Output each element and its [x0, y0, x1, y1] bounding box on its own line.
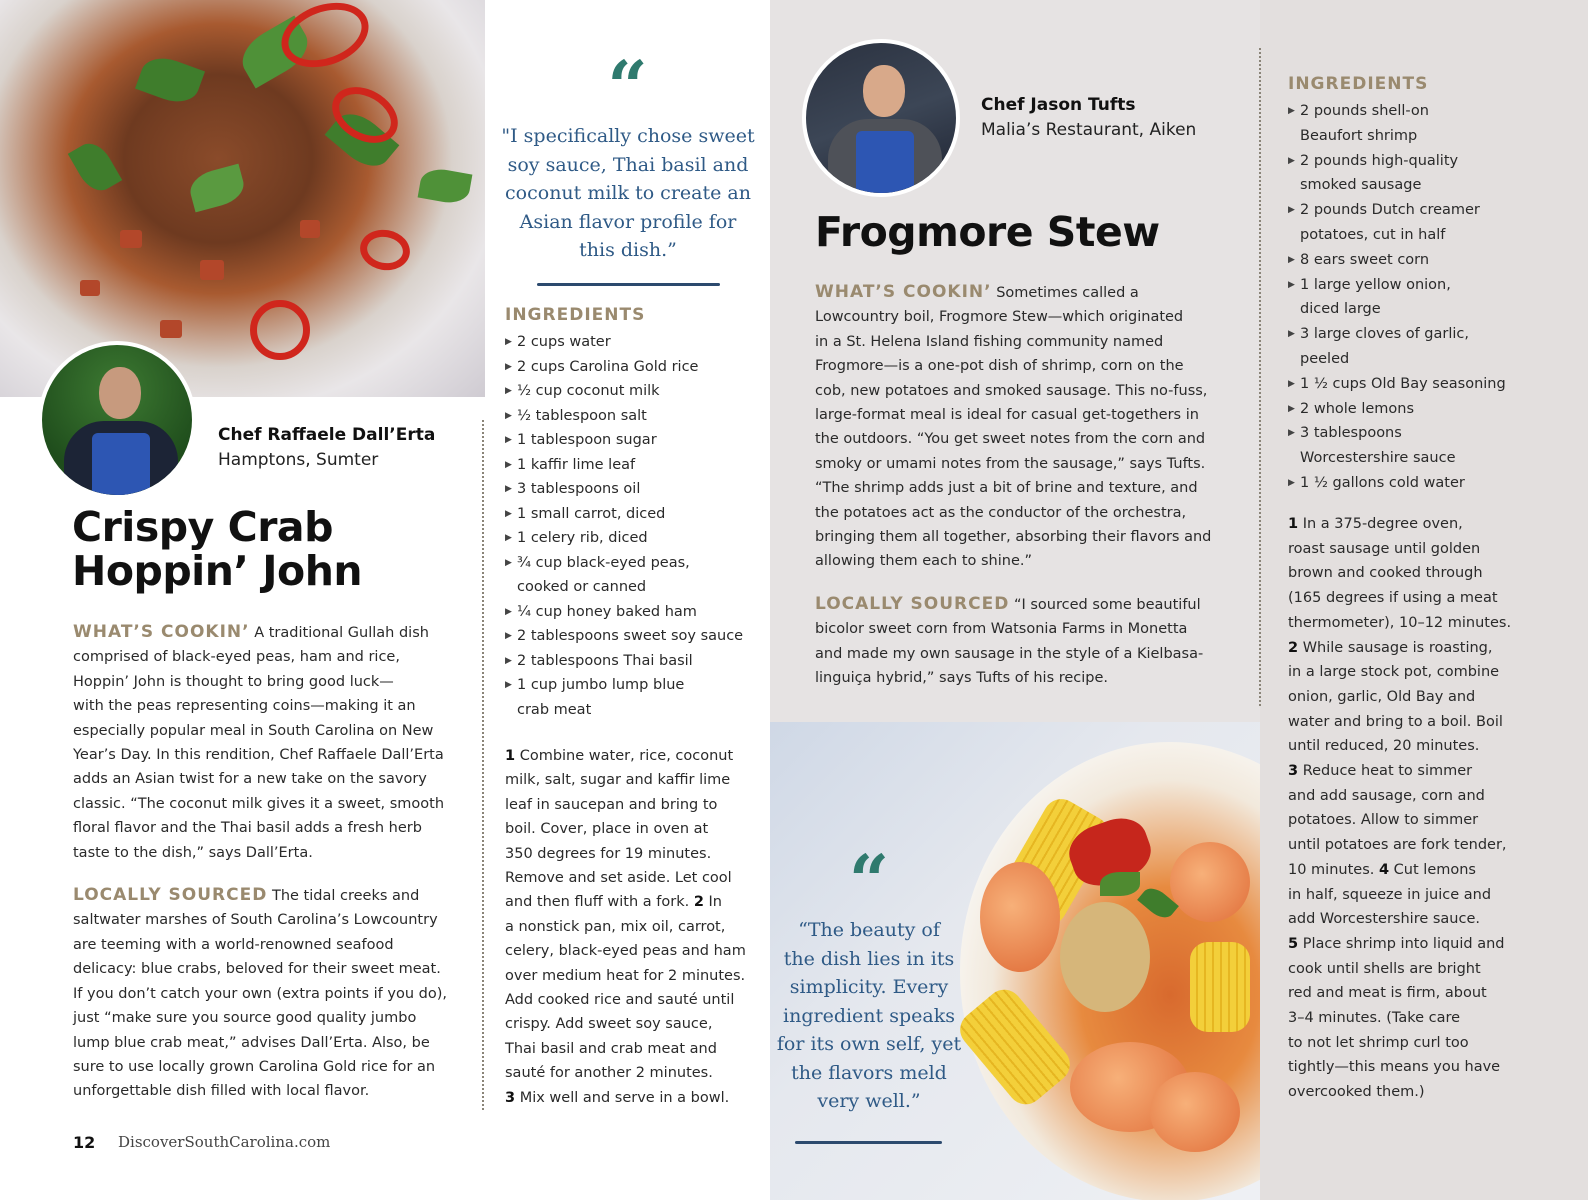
ingredient-item	[505, 526, 760, 551]
ingredient-item	[505, 600, 760, 625]
ingredient-item	[505, 477, 760, 502]
quote-mark: “	[848, 839, 890, 922]
step-text: tightly—this means you have	[1288, 1059, 1501, 1076]
text-line	[73, 883, 465, 908]
direction-line	[1288, 636, 1578, 661]
direction-line	[505, 1012, 765, 1036]
ingredient-item	[1288, 397, 1578, 422]
text-span: bicolor sweet corn from Watsonia Farms in Monetta	[815, 621, 1188, 638]
ingredient-text: ▶ 3 tablespoons	[1300, 425, 1402, 442]
text-span: taste to the dish,” says Dall’Erta.	[73, 844, 313, 861]
text-span: and made my own sausage in the style of a Kielbasa-	[815, 645, 1204, 662]
ingredient-text: ▶ 1 ½ gallons cold water	[1300, 474, 1465, 491]
text-line	[73, 792, 465, 816]
direction-line	[1288, 734, 1578, 759]
stew-bowl	[960, 742, 1260, 1200]
text-line	[815, 452, 1235, 476]
quote-line: Asian flavor profile for	[519, 210, 737, 233]
text-span: classic. “The coconut milk gives it a sweet, smooth	[73, 795, 445, 812]
text-span: Hoppin’ John is thought to bring good luck—	[73, 673, 394, 690]
step-text: Place shrimp into liquid and	[1298, 935, 1505, 952]
quote-line: ingredient speaks	[783, 1004, 955, 1027]
ingredient-item	[1288, 471, 1578, 496]
ingredient-item	[505, 673, 760, 722]
chef-name: Chef Raffaele Dall’Erta	[218, 425, 436, 445]
ingredient-text: ▶ 1 cup jumbo lump blue	[517, 677, 685, 693]
direction-line	[1288, 981, 1578, 1006]
ingredient-text: ▶ 1 celery rib, diced	[517, 530, 648, 546]
step-text: in a large stock pot, combine	[1288, 664, 1500, 681]
ingredient-text: ▶ 1 kaffir lime leaf	[517, 456, 636, 473]
footer-site: DiscoverSouthCarolina.com	[118, 1133, 331, 1151]
text-line	[815, 379, 1235, 403]
direction-line	[505, 915, 765, 939]
step-text: celery, black-eyed peas and ham	[505, 943, 746, 960]
step-text: until potatoes are fork tender,	[1288, 837, 1507, 854]
ingredient-item	[1288, 273, 1578, 323]
step-text: over medium heat for 2 minutes.	[505, 967, 746, 984]
text-span: unforgettable dish filled with local flavor.	[73, 1083, 370, 1100]
text-span: The tidal creeks and	[267, 888, 420, 905]
direction-line	[505, 1061, 765, 1085]
step-text: milk, salt, sugar and kaffir lime	[505, 772, 731, 789]
step-text: Reduce heat to simmer	[1298, 763, 1473, 780]
quote-line: very well.”	[817, 1090, 921, 1112]
ingredient-item	[505, 453, 760, 478]
section-label: LOCALLY SOURCED	[73, 885, 268, 906]
text-span: the outdoors. “You get sweet notes from the corn and	[815, 431, 1206, 448]
text-span: Frogmore—is a one-pot dish of shrimp, corn on the	[815, 358, 1184, 375]
ingredient-text: ▶ 2 pounds high-quality	[1300, 152, 1459, 169]
step-text: Combine water, rice, coconut	[515, 748, 734, 764]
recipe-title: Crispy Crab Hoppin’ John	[72, 503, 363, 595]
ingredient-text: ▶ 1 tablespoon sugar	[517, 432, 657, 448]
step-number: 2	[693, 894, 704, 911]
step-text: until reduced, 20 minutes.	[1288, 738, 1480, 755]
pull-quote	[776, 916, 962, 1116]
text-line	[73, 908, 465, 932]
step-text: Add cooked rice and sauté until	[505, 992, 735, 1009]
direction-line	[505, 988, 765, 1012]
step-text: crispy. Add sweet soy sauce,	[505, 1016, 713, 1033]
direction-line	[1288, 907, 1578, 932]
ingredients-list	[1288, 99, 1578, 496]
ingredient-text: cooked or canned	[517, 579, 647, 595]
text-line	[815, 305, 1235, 329]
text-line	[73, 767, 465, 791]
quote-line: soy sauce, Thai basil and	[507, 153, 749, 176]
step-number: 3	[1288, 763, 1299, 780]
ingredient-item	[1288, 149, 1578, 199]
section-label: LOCALLY SOURCED	[815, 593, 1010, 614]
text-span: Lowcountry boil, Frogmore Stew—which originated	[815, 309, 1184, 326]
step-text: In	[703, 894, 722, 911]
ingredient-item	[505, 355, 760, 380]
direction-line	[1288, 537, 1578, 562]
ingredient-text: crab meat	[517, 701, 592, 718]
ingredient-text: ▶ ¼ cup honey baked ham	[517, 603, 697, 620]
text-line	[73, 719, 465, 743]
chef-raffaele-photo	[38, 341, 196, 499]
pull-quote	[498, 122, 758, 265]
direction-line	[1288, 858, 1578, 883]
direction-line	[505, 842, 765, 866]
text-line	[815, 280, 1235, 305]
ingredient-item	[505, 404, 760, 429]
text-line	[815, 617, 1235, 641]
text-line	[73, 620, 465, 645]
text-line	[73, 982, 465, 1006]
ingredient-item	[505, 502, 760, 527]
ingredients-list	[505, 330, 760, 722]
text-span: large-format meal is ideal for casual get-togethers in	[815, 407, 1199, 424]
direction-line	[505, 890, 765, 914]
ingredient-text: Worcestershire sauce	[1300, 450, 1456, 467]
quote-underline	[795, 1141, 942, 1144]
ingredient-text: ▶ 2 whole lemons	[1300, 400, 1415, 417]
direction-line	[1288, 685, 1578, 710]
step-text: brown and cooked through	[1288, 565, 1483, 582]
ingredient-item	[1288, 198, 1578, 248]
ingredient-text: ▶ 8 ears sweet corn	[1300, 251, 1430, 268]
step-text: cook until shells are bright	[1288, 960, 1481, 977]
text-span: the potatoes act as the conductor of the orchestra,	[815, 504, 1187, 521]
step-text: water and bring to a boil. Boil	[1288, 713, 1503, 730]
step-text: and then fluff with a fork.	[505, 894, 694, 911]
text-line	[815, 427, 1235, 451]
quote-line: this dish.”	[579, 239, 677, 261]
ingredient-text: ▶ 3 tablespoons oil	[517, 481, 641, 497]
step-text: overcooked them.)	[1288, 1084, 1425, 1101]
text-span: with the peas representing coins—making it an	[73, 698, 416, 715]
step-text: a nonstick pan, mix oil, carrot,	[505, 918, 726, 935]
ingredient-text: potatoes, cut in half	[1300, 226, 1446, 243]
text-line	[815, 330, 1235, 354]
text-line	[815, 666, 1235, 690]
ingredient-text: ▶ ½ cup coconut milk	[517, 383, 660, 399]
text-span: delicacy: blue crabs, beloved for their sweet meat.	[73, 961, 441, 978]
step-number: 5	[1288, 935, 1299, 952]
text-line	[73, 1079, 465, 1103]
ingredients-heading: INGREDIENTS	[1288, 74, 1429, 94]
step-text: roast sausage until golden	[1288, 540, 1481, 557]
direction-line	[1288, 1006, 1578, 1031]
step-number: 1	[505, 748, 516, 764]
direction-line	[1288, 932, 1578, 957]
quote-line: for its own self, yet	[776, 1033, 962, 1055]
step-text: red and meat is firm, about	[1288, 985, 1487, 1002]
ingredient-text: ▶ 1 small carrot, diced	[517, 505, 666, 522]
step-text: Mix well and serve in a bowl.	[515, 1089, 730, 1106]
ingredient-item	[505, 330, 760, 355]
ingredient-item	[1288, 372, 1578, 397]
text-line	[815, 642, 1235, 666]
ingredient-item	[1288, 322, 1578, 372]
step-text: Remove and set aside. Let cool	[505, 870, 732, 887]
direction-line	[1288, 710, 1578, 735]
text-span: “The shrimp adds just a bit of brine and texture, and	[815, 480, 1198, 497]
text-line	[73, 933, 465, 957]
text-span: comprised of black-eyed peas, ham and rice,	[73, 649, 400, 666]
text-line	[73, 694, 465, 718]
directions	[505, 744, 765, 1110]
text-span: If you don’t catch your own (extra points if you do),	[73, 985, 447, 1002]
quote-line: coconut milk to create an	[505, 182, 751, 204]
step-number: 2	[1288, 639, 1299, 656]
text-line	[815, 403, 1235, 427]
chef-location: Hamptons, Sumter	[218, 450, 379, 470]
text-line	[815, 354, 1235, 378]
step-text: potatoes. Allow to simmer	[1288, 812, 1479, 829]
step-text: to not let shrimp curl too	[1288, 1034, 1469, 1051]
direction-line	[1288, 883, 1578, 908]
ingredient-item	[1288, 99, 1578, 149]
step-number: 4	[1378, 861, 1390, 878]
direction-line	[1288, 784, 1578, 809]
ingredient-item	[1288, 421, 1578, 471]
ingredient-text: ▶ 2 cups Carolina Gold rice	[517, 358, 699, 375]
direction-line	[505, 793, 765, 817]
text-line	[815, 501, 1235, 525]
text-line	[73, 841, 465, 865]
step-number: 1	[1288, 516, 1299, 532]
ingredient-item	[1288, 248, 1578, 273]
direction-line	[505, 744, 765, 768]
ingredient-text: peeled	[1300, 350, 1350, 367]
column-divider	[482, 420, 484, 1110]
chef-jason-photo	[802, 39, 960, 197]
ingredient-text: ▶ 2 cups water	[517, 334, 611, 350]
step-text: While sausage is roasting,	[1298, 639, 1493, 656]
text-span: smoky or umami notes from the sausage,” says Tufts.	[815, 455, 1206, 472]
ingredient-text: diced large	[1300, 301, 1381, 318]
text-span: just “make sure you source good quality jumbo	[73, 1010, 417, 1027]
step-text: leaf in saucepan and bring to	[505, 796, 718, 813]
text-line	[73, 1006, 465, 1030]
text-span: saltwater marshes of South Carolina’s Lowcountry	[73, 912, 438, 929]
text-span: Sometimes called a	[991, 285, 1139, 301]
text-span: floral flavor and the Thai basil adds a fresh herb	[73, 820, 422, 837]
step-text: In a 375-degree oven,	[1298, 516, 1463, 532]
text-line	[73, 816, 465, 840]
quote-line: "I specifically chose sweet	[501, 125, 755, 147]
step-text: add Worcestershire sauce.	[1288, 911, 1480, 928]
text-line	[815, 592, 1235, 617]
text-span: allowing them each to shine.”	[815, 553, 1032, 570]
step-text: thermometer), 10–12 minutes.	[1288, 614, 1512, 631]
text-span: lump blue crab meat,” advises Dall’Erta. Also, be	[73, 1034, 430, 1051]
ingredient-item	[505, 379, 760, 404]
text-span: “I sourced some beautiful	[1009, 596, 1201, 613]
text-line	[815, 549, 1235, 573]
ingredient-text: ▶ 2 tablespoons sweet soy sauce	[517, 628, 744, 644]
step-text: in half, squeeze in juice and	[1288, 886, 1492, 903]
step-text: Cut lemons	[1389, 861, 1476, 878]
ingredient-text: ▶ 2 pounds Dutch creamer	[1300, 202, 1480, 219]
text-line	[73, 645, 465, 669]
step-text: (165 degrees if using a meat	[1288, 590, 1498, 607]
direction-line	[505, 817, 765, 841]
text-span: are teeming with a world-renowned seafood	[73, 936, 394, 953]
direction-line	[505, 866, 765, 890]
quote-line: the flavors meld	[791, 1061, 947, 1084]
whats-cookin-section	[73, 620, 465, 1104]
text-span: adds an Asian twist for a new take on the savory	[73, 771, 427, 788]
text-span: especially popular meal in South Carolina on New	[73, 722, 434, 739]
ingredients-heading: INGREDIENTS	[505, 305, 646, 325]
hoppin-john-photo	[0, 0, 485, 397]
text-span: Year’s Day. In this rendition, Chef Raffaele Dall’Erta	[73, 747, 444, 764]
step-text: 3–4 minutes. (Take care	[1288, 1010, 1461, 1027]
direction-line	[505, 964, 765, 988]
chef-name: Chef Jason Tufts	[981, 95, 1136, 115]
step-text: onion, garlic, Old Bay and	[1288, 688, 1476, 705]
ingredient-item	[505, 649, 760, 674]
step-text: sauté for another 2 minutes.	[505, 1065, 713, 1082]
direction-line	[1288, 833, 1578, 858]
whats-cookin-section	[815, 280, 1235, 691]
direction-line	[505, 939, 765, 963]
ingredient-item	[505, 551, 760, 600]
recipe-title: Frogmore Stew	[815, 208, 1160, 256]
quote-line: simplicity. Every	[789, 976, 949, 998]
text-line	[73, 957, 465, 981]
direction-line	[505, 1086, 765, 1110]
step-text: boil. Cover, place in oven at	[505, 821, 709, 838]
chef-location: Malia’s Restaurant, Aiken	[981, 120, 1197, 140]
section-label: WHAT’S COOKIN’	[815, 282, 992, 302]
text-span: in a St. Helena Island fishing community named	[815, 333, 1164, 350]
ingredient-item	[505, 624, 760, 649]
direction-line	[505, 1037, 765, 1061]
text-span: linguiça hybrid,” says Tufts of his recipe.	[815, 670, 1109, 687]
direction-line	[1288, 561, 1578, 586]
text-line	[815, 476, 1235, 500]
text-span: bringing them all together, absorbing their flavors and	[815, 529, 1212, 546]
page-number: 12	[73, 1133, 96, 1152]
text-span: A traditional Gullah dish	[249, 625, 429, 641]
ingredient-item	[505, 428, 760, 453]
ingredient-text: ▶ 2 tablespoons Thai basil	[517, 652, 693, 669]
direction-line	[1288, 586, 1578, 611]
text-line	[73, 1055, 465, 1079]
text-line	[73, 743, 465, 767]
step-text: 350 degrees for 19 minutes.	[505, 845, 712, 862]
quote-line: “The beauty of	[798, 919, 940, 941]
quote-underline	[537, 283, 720, 286]
step-text: and add sausage, corn and	[1288, 787, 1485, 804]
step-text: 10 minutes.	[1288, 861, 1379, 878]
quote-mark: “	[607, 45, 648, 128]
direction-line	[1288, 1031, 1578, 1056]
ingredient-text: ▶ 1 large yellow onion,	[1300, 276, 1451, 293]
direction-line	[1288, 1080, 1578, 1105]
direction-line	[1288, 512, 1578, 537]
direction-line	[505, 768, 765, 792]
ingredient-text: ▶ ½ tablespoon salt	[517, 407, 647, 424]
direction-line	[1288, 759, 1578, 784]
text-line	[815, 525, 1235, 549]
ingredient-text: ▶ ¾ cup black-eyed peas,	[517, 554, 690, 571]
ingredient-text: ▶ 2 pounds shell-on	[1300, 103, 1429, 119]
section-label: WHAT’S COOKIN’	[73, 622, 250, 642]
quote-line: the dish lies in its	[783, 947, 955, 970]
ingredient-text: ▶ 3 large cloves of garlic,	[1300, 326, 1470, 343]
ingredient-text: smoked sausage	[1300, 177, 1422, 194]
direction-line	[1288, 808, 1578, 833]
text-line	[73, 670, 465, 694]
direction-line	[1288, 611, 1578, 636]
ingredient-text: Beaufort shrimp	[1300, 127, 1418, 144]
text-span: sure to use locally grown Carolina Gold rice for an	[73, 1058, 436, 1075]
direction-line	[1288, 660, 1578, 685]
direction-line	[1288, 1055, 1578, 1080]
directions	[1288, 512, 1578, 1105]
step-number: 3	[505, 1089, 516, 1106]
direction-line	[1288, 957, 1578, 982]
column-divider	[1259, 48, 1261, 706]
ingredient-text: ▶ 1 ½ cups Old Bay seasoning	[1300, 375, 1506, 392]
text-line	[73, 1031, 465, 1055]
step-text: Thai basil and crab meat and	[505, 1040, 717, 1057]
text-span: cob, new potatoes and smoked sausage. This no-fuss,	[815, 382, 1208, 399]
